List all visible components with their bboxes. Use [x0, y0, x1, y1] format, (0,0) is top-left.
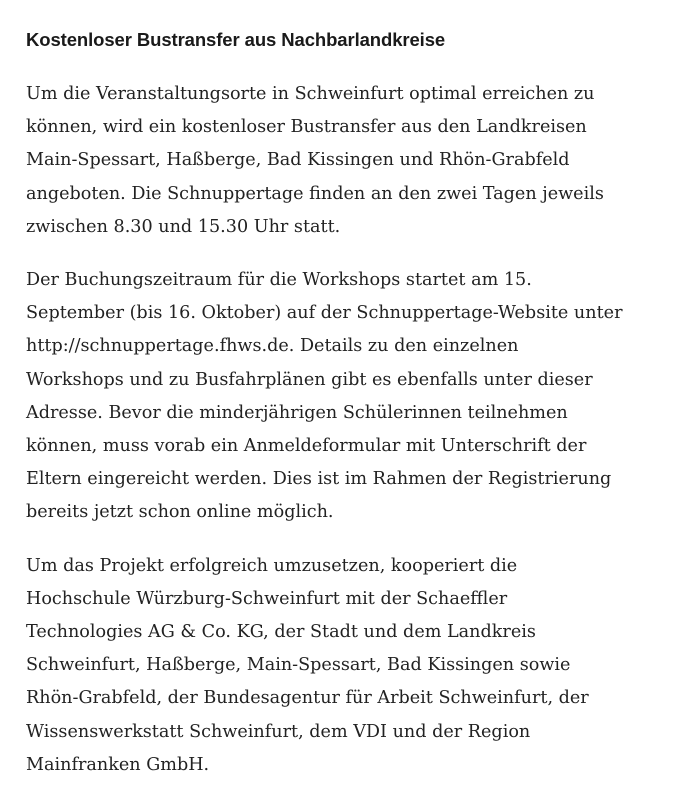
- section-heading: Kostenloser Bustransfer aus Nachbarlandkreise: [26, 29, 446, 50]
- text-line: Um die Veranstaltungsorte in Schweinfurt optimal erreichen zu: [26, 84, 595, 104]
- text-line: angeboten. Die Schnuppertage finden an den zwei Tagen jeweils: [26, 183, 604, 204]
- paragraph-buchung: [26, 264, 666, 530]
- text-line-with-url[interactable]: http://schnuppertage.fhws.de. Details zu den einzelnen: [26, 336, 519, 357]
- text-line: Main-Spessart, Haßberge, Bad Kissingen und Rhön-Grabfeld: [26, 150, 570, 171]
- text-line: Technologies AG & Co. KG, der Stadt und dem Landkreis: [26, 622, 536, 643]
- text-line: Schweinfurt, Haßberge, Main-Spessart, Bad Kissingen sowie: [26, 655, 571, 676]
- text-line: Workshops und zu Busfahrplänen gibt es ebenfalls unter dieser: [26, 369, 593, 390]
- paragraph-bustransfer: [26, 78, 666, 244]
- text-line: Um das Projekt erfolgreich umzusetzen, kooperiert die: [26, 555, 518, 576]
- text-line: Mainfranken GmbH.: [26, 754, 210, 775]
- text-line: bereits jetzt schon online möglich.: [26, 502, 334, 523]
- text-line: September (bis 16. Oktober) auf der Schnuppertage-Website unter: [26, 303, 623, 324]
- text-line: zwischen 8.30 und 15.30 Uhr statt.: [26, 216, 341, 237]
- article-body: [26, 28, 666, 802]
- paragraph-kooperation: [26, 550, 666, 782]
- text-line: Eltern eingereicht werden. Dies ist im Rahmen der Registrierung: [26, 469, 612, 490]
- text-line: können, wird ein kostenloser Bustransfer aus den Landkreisen: [26, 117, 587, 138]
- text-line: können, muss vorab ein Anmeldeformular mit Unterschrift der: [26, 436, 587, 457]
- text-line: Wissenswerkstatt Schweinfurt, dem VDI und der Region: [26, 721, 531, 742]
- text-line: Adresse. Bevor die minderjährigen Schülerinnen teilnehmen: [26, 402, 568, 423]
- text-line: Rhön-Grabfeld, der Bundesagentur für Arbeit Schweinfurt, der: [26, 688, 589, 709]
- text-line: Hochschule Würzburg-Schweinfurt mit der Schaeffler: [26, 588, 508, 609]
- text-line: Der Buchungszeitraum für die Workshops startet am 15.: [26, 270, 532, 291]
